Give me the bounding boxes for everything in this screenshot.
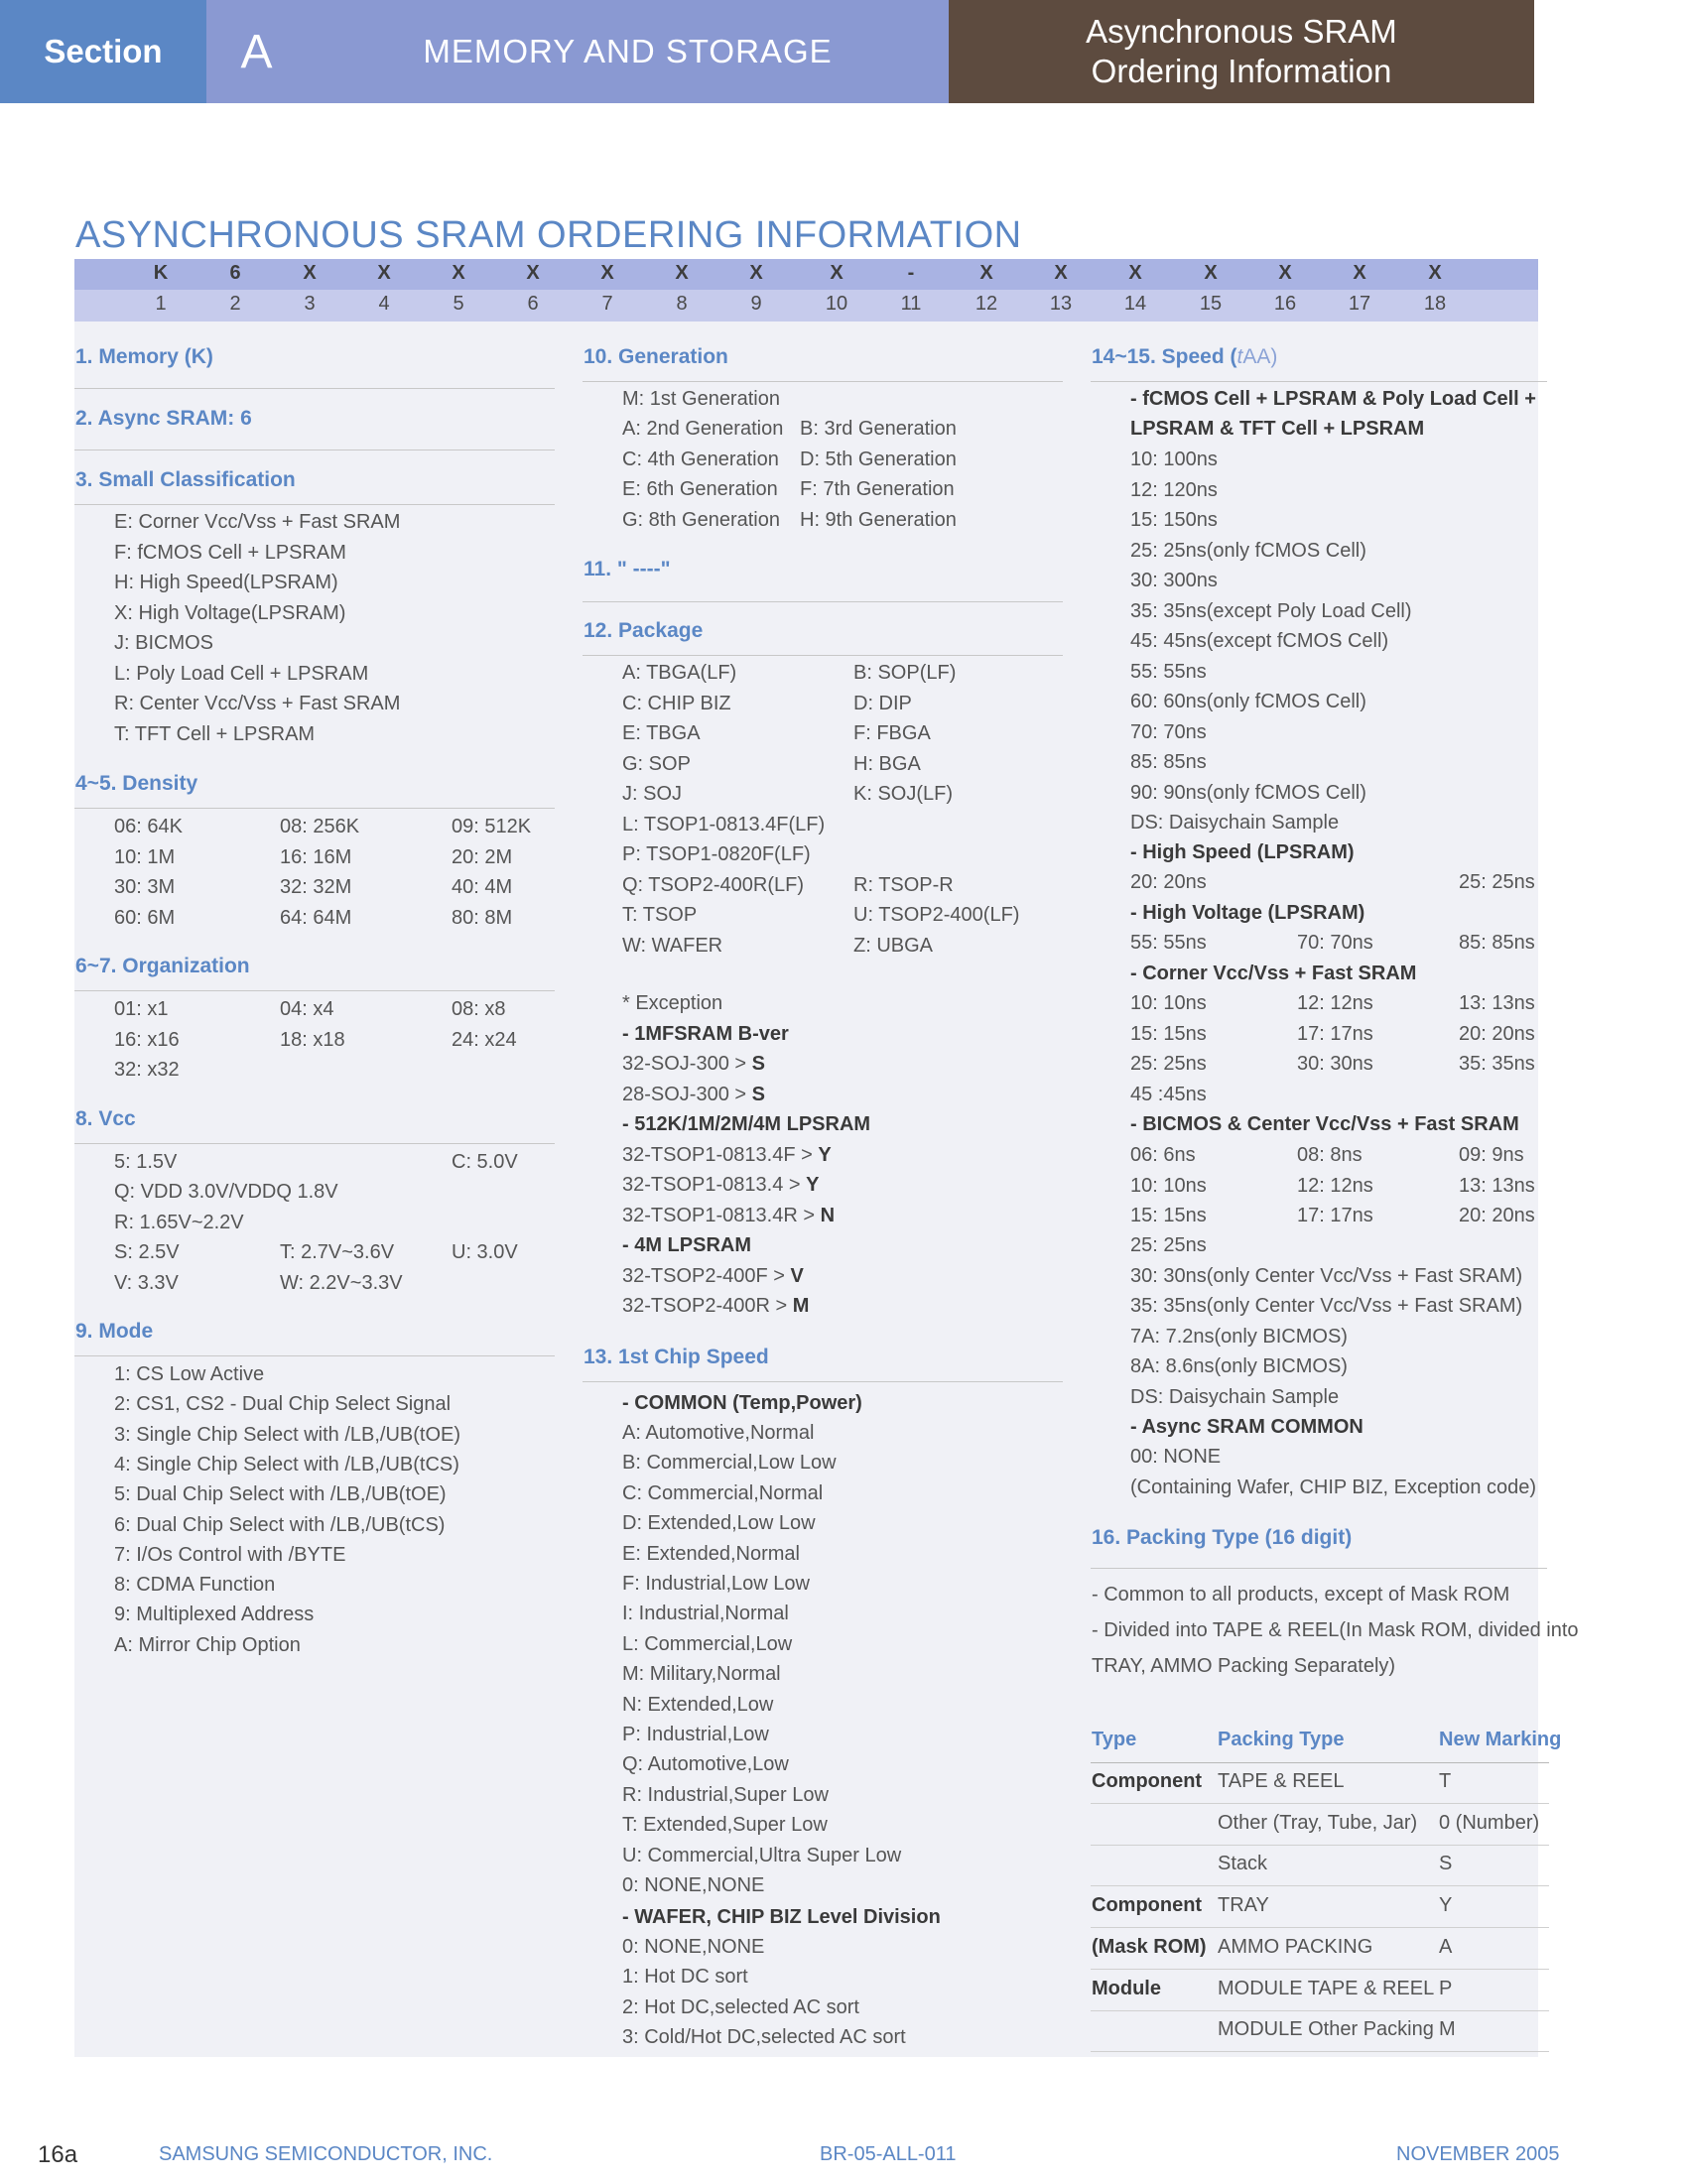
divider [74, 504, 555, 505]
position-code: X [749, 262, 763, 284]
chip-speed-item: L: Commercial,Low [622, 1632, 793, 1655]
package-item: U: TSOP2-400(LF) [853, 904, 1020, 926]
speed-item: 90: 90ns(only fCMOS Cell) [1130, 781, 1366, 804]
table-cell-packing: MODULE Other Packing [1218, 2018, 1434, 2041]
position-code: X [1428, 262, 1442, 284]
vcc-item: R: 1.65V~2.2V [114, 1212, 244, 1233]
density-item: 06: 64K [114, 816, 183, 837]
organization-item: 32: x32 [114, 1059, 180, 1081]
speed-item: 35: 35ns [1459, 1053, 1535, 1075]
organization-heading: 6~7. Organization [75, 955, 250, 977]
position-code: X [1353, 262, 1366, 284]
speed-heading: 14~15. Speed (tAA) [1092, 345, 1278, 368]
organization-item: 16: x16 [114, 1028, 180, 1051]
speed-item: 30: 30ns [1297, 1053, 1373, 1075]
packing-note: TRAY, AMMO Packing Separately) [1092, 1655, 1396, 1677]
section-label: Section [0, 0, 206, 103]
speed-item: 55: 55ns [1130, 932, 1207, 954]
generation-item: E: 6th Generation [622, 478, 778, 500]
chip-speed-item: U: Commercial,Ultra Super Low [622, 1844, 902, 1866]
speed-group-heading: - Async SRAM COMMON [1130, 1416, 1363, 1438]
exception-item: 32-TSOP2-400R > M [622, 1295, 810, 1317]
chip-speed-item: M: Military,Normal [622, 1663, 781, 1686]
position-number: 12 [974, 293, 998, 315]
page-number: 16a [38, 2141, 78, 2168]
position-number: 10 [825, 293, 848, 315]
wafer-item: 1: Hot DC sort [622, 1966, 748, 1989]
generation-item: D: 5th Generation [800, 449, 957, 470]
package-item: E: TBGA [622, 722, 701, 744]
mode-heading: 9. Mode [75, 1320, 154, 1343]
position-number: 11 [900, 293, 922, 315]
mode-item: A: Mirror Chip Option [114, 1633, 301, 1656]
table-cell-packing: Other (Tray, Tube, Jar) [1218, 1811, 1418, 1834]
density-item: 64: 64M [280, 906, 352, 929]
speed-item: 17: 17ns [1297, 1205, 1373, 1226]
position-code: X [830, 262, 844, 284]
speed-item: 20: 20ns [1130, 871, 1207, 893]
speed-item: 15: 15ns [1130, 1205, 1207, 1226]
dash-heading: 11. " ----" [584, 558, 671, 580]
chip-speed-item: D: Extended,Low Low [622, 1512, 816, 1535]
position-number: 3 [304, 293, 316, 315]
table-row-divider [1091, 1885, 1549, 1886]
speed-item: 10: 10ns [1130, 1174, 1207, 1197]
position-code: X [526, 262, 540, 284]
speed-item: 20: 20ns [1459, 1022, 1535, 1045]
density-item: 16: 16M [280, 845, 352, 868]
speed-item: 08: 8ns [1297, 1144, 1363, 1166]
position-code: X [675, 262, 689, 284]
speed-item: 09: 9ns [1459, 1144, 1524, 1166]
speed-item: 13: 13ns [1459, 992, 1535, 1014]
memory-heading: 1. Memory (K) [75, 345, 213, 368]
position-code: X [600, 262, 614, 284]
generation-item: G: 8th Generation [622, 509, 780, 531]
speed-item: 15: 150ns [1130, 509, 1218, 531]
wafer-item: 3: Cold/Hot DC,selected AC sort [622, 2026, 906, 2049]
package-item: K: SOJ(LF) [853, 783, 954, 805]
vcc-item: Q: VDD 3.0V/VDDQ 1.8V [114, 1181, 338, 1203]
wafer-item: 0: NONE,NONE [622, 1936, 765, 1958]
divider [1091, 381, 1547, 382]
vcc-item: S: 2.5V [114, 1241, 180, 1263]
footer-company: SAMSUNG SEMICONDUCTOR, INC. [159, 2143, 493, 2165]
speed-item: 85: 85ns [1130, 751, 1207, 773]
position-number: 7 [601, 293, 613, 315]
vcc-heading: 8. Vcc [75, 1107, 136, 1130]
density-item: 20: 2M [452, 845, 513, 868]
speed-item: 20: 20ns [1459, 1205, 1535, 1226]
speed-item: 7A: 7.2ns(only BICMOS) [1130, 1325, 1348, 1348]
speed-item: 15: 15ns [1130, 1022, 1207, 1045]
table-row-divider [1091, 1969, 1549, 1970]
speed-group-heading: - fCMOS Cell + LPSRAM & Poly Load Cell + [1130, 388, 1536, 410]
position-code: X [377, 262, 391, 284]
table-cell-marking: P [1439, 1977, 1453, 1999]
exception-item: 32-TSOP1-0813.4R > N [622, 1205, 836, 1226]
divider [583, 601, 1063, 602]
density-item: 08: 256K [280, 816, 360, 837]
table-header-packing: Packing Type [1218, 1729, 1345, 1750]
position-code: X [452, 262, 465, 284]
speed-group-heading: - Corner Vcc/Vss + Fast SRAM [1130, 963, 1417, 984]
position-code: 6 [229, 262, 241, 284]
small-class-item: X: High Voltage(LPSRAM) [114, 601, 346, 624]
position-code: X [1278, 262, 1292, 284]
position-code: X [1128, 262, 1142, 284]
divider [1091, 1568, 1547, 1569]
chip-speed-item: T: Extended,Super Low [622, 1814, 828, 1837]
divider [583, 1381, 1063, 1382]
position-number: 15 [1199, 293, 1223, 315]
speed-item: 35: 35ns(except Poly Load Cell) [1130, 599, 1412, 622]
async-heading: 2. Async SRAM: 6 [75, 407, 252, 430]
table-cell-packing: MODULE TAPE & REEL [1218, 1977, 1435, 1999]
exception-item: 32-TSOP1-0813.4F > Y [622, 1144, 832, 1166]
header-title-line1: Asynchronous SRAM [1086, 13, 1397, 50]
position-code: X [1054, 262, 1068, 284]
exception-heading: - 4M LPSRAM [622, 1234, 751, 1256]
package-heading: 12. Package [584, 619, 704, 642]
position-number: 13 [1049, 293, 1073, 315]
speed-item: 25: 25ns(only fCMOS Cell) [1130, 539, 1366, 562]
table-cell-packing: AMMO PACKING [1218, 1935, 1373, 1958]
speed-group-heading: - High Speed (LPSRAM) [1130, 841, 1355, 863]
chip-speed-item: 0: NONE,NONE [622, 1874, 765, 1896]
table-cell-marking: Y [1439, 1894, 1453, 1917]
chip-speed-item: N: Extended,Low [622, 1693, 774, 1716]
wafer-heading: - WAFER, CHIP BIZ Level Division [622, 1906, 941, 1928]
table-cell-packing: TRAY [1218, 1894, 1269, 1917]
speed-item: 12: 12ns [1297, 992, 1373, 1014]
organization-item: 04: x4 [280, 998, 334, 1020]
speed-group-heading: - High Voltage (LPSRAM) [1130, 902, 1365, 924]
packing-note: - Common to all products, except of Mask ROM [1092, 1584, 1510, 1606]
speed-group-heading: - BICMOS & Center Vcc/Vss + Fast SRAM [1130, 1113, 1519, 1135]
package-item: F: FBGA [853, 722, 931, 744]
exception-item: 32-SOJ-300 > S [622, 1053, 765, 1075]
speed-item: 70: 70ns [1130, 720, 1207, 743]
package-item: Z: UBGA [853, 934, 934, 957]
category-label: MEMORY AND STORAGE [307, 0, 949, 103]
generation-item: M: 1st Generation [622, 388, 780, 410]
header-title-line2: Ordering Information [1091, 53, 1392, 89]
chip-speed-item: A: Automotive,Normal [622, 1422, 815, 1444]
position-number: 9 [750, 293, 762, 315]
density-item: 09: 512K [452, 816, 532, 837]
page-title: ASYNCHRONOUS SRAM ORDERING INFORMATION [75, 214, 1022, 256]
position-number-row [74, 290, 1538, 321]
chip-speed-item: B: Commercial,Low Low [622, 1452, 837, 1475]
package-item: T: TSOP [622, 904, 698, 926]
speed-item: 13: 13ns [1459, 1174, 1535, 1197]
package-item: C: CHIP BIZ [622, 692, 731, 714]
small-classification-heading: 3. Small Classification [75, 468, 296, 491]
table-cell-marking: A [1439, 1935, 1453, 1958]
speed-item: DS: Daisychain Sample [1130, 1385, 1340, 1408]
chip-speed-item: P: Industrial,Low [622, 1724, 769, 1745]
position-code: - [907, 262, 915, 284]
mode-item: 9: Multiplexed Address [114, 1604, 315, 1626]
table-cell-type: Module [1092, 1977, 1161, 1999]
table-header-type: Type [1092, 1729, 1137, 1750]
table-cell-marking: T [1439, 1770, 1452, 1792]
exception-heading: - 1MFSRAM B-ver [622, 1023, 789, 1045]
table-cell-marking: 0 (Number) [1439, 1811, 1540, 1834]
small-class-item: F: fCMOS Cell + LPSRAM [114, 541, 346, 564]
position-number: 1 [155, 293, 167, 315]
package-item: G: SOP [622, 752, 691, 775]
small-class-item: L: Poly Load Cell + LPSRAM [114, 662, 369, 685]
speed-item: 30: 300ns [1130, 570, 1218, 591]
divider [583, 655, 1063, 656]
divider [74, 1355, 555, 1356]
speed-item: 10: 10ns [1130, 992, 1207, 1014]
position-number: 2 [229, 293, 241, 315]
chip-speed-item: F: Industrial,Low Low [622, 1573, 810, 1595]
vcc-item: C: 5.0V [452, 1151, 518, 1173]
package-item: W: WAFER [622, 934, 723, 957]
mode-item: 2: CS1, CS2 - Dual Chip Select Signal [114, 1393, 452, 1416]
density-item: 32: 32M [280, 876, 352, 898]
speed-item: 10: 100ns [1130, 449, 1218, 470]
generation-heading: 10. Generation [584, 345, 728, 368]
speed-item: 06: 6ns [1130, 1144, 1196, 1166]
position-code: X [979, 262, 993, 284]
mode-item: 8: CDMA Function [114, 1574, 276, 1597]
package-item: A: TBGA(LF) [622, 662, 737, 684]
generation-item: H: 9th Generation [800, 509, 957, 531]
density-item: 80: 8M [452, 906, 513, 929]
speed-item: 60: 60ns(only fCMOS Cell) [1130, 691, 1366, 712]
vcc-item: T: 2.7V~3.6V [280, 1241, 395, 1263]
package-item: J: SOJ [622, 783, 683, 805]
small-class-item: E: Corner Vcc/Vss + Fast SRAM [114, 511, 401, 533]
position-code: X [303, 262, 317, 284]
mode-item: 4: Single Chip Select with /LB,/UB(tCS) [114, 1453, 459, 1476]
density-item: 10: 1M [114, 845, 176, 868]
table-cell-type: Component [1092, 1770, 1203, 1792]
package-item: B: SOP(LF) [853, 662, 957, 684]
divider [1091, 1762, 1549, 1763]
table-cell-packing: Stack [1218, 1853, 1268, 1875]
small-class-item: J: BICMOS [114, 632, 214, 654]
chip-speed-item: Q: Automotive,Low [622, 1753, 789, 1776]
speed-item: 45: 45ns(except fCMOS Cell) [1130, 630, 1389, 652]
speed-item: 8A: 8.6ns(only BICMOS) [1130, 1355, 1348, 1377]
density-item: 60: 6M [114, 906, 176, 929]
speed-item: 35: 35ns(only Center Vcc/Vss + Fast SRAM) [1130, 1295, 1523, 1317]
chip-speed-item: R: Industrial,Super Low [622, 1783, 829, 1806]
table-row-divider [1091, 2010, 1549, 2011]
generation-item: F: 7th Generation [800, 478, 955, 500]
package-item: Q: TSOP2-400R(LF) [622, 873, 805, 896]
table-cell-marking: S [1439, 1853, 1453, 1875]
position-number: 4 [378, 293, 390, 315]
position-number: 16 [1273, 293, 1297, 315]
speed-item: 45 :45ns [1130, 1083, 1207, 1105]
position-number: 8 [676, 293, 688, 315]
organization-item: 24: x24 [452, 1028, 517, 1051]
position-number: 5 [453, 293, 464, 315]
vcc-item: U: 3.0V [452, 1241, 518, 1263]
speed-item: 12: 120ns [1130, 478, 1218, 501]
generation-item: B: 3rd Generation [800, 418, 957, 440]
wafer-item: 2: Hot DC,selected AC sort [622, 1995, 859, 2018]
chip-speed-item: I: Industrial,Normal [622, 1603, 789, 1625]
position-number: 17 [1348, 293, 1371, 315]
density-item: 30: 3M [114, 876, 176, 898]
vcc-item: V: 3.3V [114, 1272, 179, 1294]
speed-item: 12: 12ns [1297, 1174, 1373, 1197]
chip-speed-item: E: Extended,Normal [622, 1542, 800, 1565]
speed-item: 25: 25ns [1130, 1053, 1207, 1075]
packing-note: - Divided into TAPE & REEL(In Mask ROM, divided into [1092, 1619, 1579, 1641]
organization-item: 01: x1 [114, 998, 169, 1020]
vcc-item: W: 2.2V~3.3V [280, 1272, 403, 1294]
table-cell-type: Component [1092, 1894, 1203, 1917]
speed-item: 17: 17ns [1297, 1022, 1373, 1045]
organization-item: 18: x18 [280, 1028, 345, 1051]
header-title [949, 0, 1534, 103]
table-cell-type: (Mask ROM) [1092, 1935, 1207, 1958]
table-cell-marking: M [1439, 2018, 1456, 2041]
speed-item: DS: Daisychain Sample [1130, 812, 1340, 834]
table-row-divider [1091, 1927, 1549, 1928]
small-class-item: R: Center Vcc/Vss + Fast SRAM [114, 693, 401, 714]
divider [74, 388, 555, 389]
common-heading: - COMMON (Temp,Power) [622, 1392, 862, 1414]
mode-item: 7: I/Os Control with /BYTE [114, 1543, 346, 1566]
density-heading: 4~5. Density [75, 772, 198, 795]
table-row-divider [1091, 2051, 1549, 2052]
exception-heading: - 512K/1M/2M/4M LPSRAM [622, 1113, 871, 1135]
mode-item: 3: Single Chip Select with /LB,/UB(tOE) [114, 1423, 461, 1446]
organization-item: 08: x8 [452, 998, 506, 1020]
footer-doc-number: BR-05-ALL-011 [820, 2143, 957, 2165]
mode-item: 1: CS Low Active [114, 1363, 265, 1385]
divider [74, 1143, 555, 1144]
speed-item: 30: 30ns(only Center Vcc/Vss + Fast SRAM) [1130, 1264, 1523, 1287]
exception-item: 32-TSOP2-400F > V [622, 1265, 804, 1287]
exception-item: 28-SOJ-300 > S [622, 1084, 765, 1105]
small-class-item: H: High Speed(LPSRAM) [114, 572, 338, 593]
table-header-marking: New Marking [1439, 1729, 1562, 1750]
speed-item: (Containing Wafer, CHIP BIZ, Exception code) [1130, 1477, 1537, 1498]
package-item: D: DIP [853, 692, 912, 714]
speed-group-heading: LPSRAM & TFT Cell + LPSRAM [1130, 418, 1425, 440]
speed-item: 00: NONE [1130, 1446, 1222, 1468]
vcc-item: 5: 1.5V [114, 1151, 178, 1173]
table-row-divider [1091, 1803, 1549, 1804]
mode-item: 5: Dual Chip Select with /LB,/UB(tOE) [114, 1483, 447, 1506]
exception-label: * Exception [622, 992, 723, 1014]
package-item: P: TSOP1-0820F(LF) [622, 843, 811, 865]
chip-speed-heading: 13. 1st Chip Speed [584, 1346, 769, 1368]
chip-speed-item: C: Commercial,Normal [622, 1481, 824, 1504]
divider [583, 381, 1063, 382]
exception-item: 32-TSOP1-0813.4 > Y [622, 1174, 820, 1196]
small-class-item: T: TFT Cell + LPSRAM [114, 722, 316, 745]
speed-item: 55: 55ns [1130, 660, 1207, 683]
density-item: 40: 4M [452, 876, 513, 898]
speed-item: 70: 70ns [1297, 932, 1373, 954]
position-code: X [1204, 262, 1218, 284]
table-row-divider [1091, 1845, 1549, 1846]
position-code: K [153, 262, 169, 284]
divider [74, 990, 555, 991]
section-letter: A [206, 0, 307, 103]
position-number: 14 [1123, 293, 1147, 315]
package-item: R: TSOP-R [853, 873, 954, 896]
table-cell-packing: TAPE & REEL [1218, 1770, 1345, 1792]
mode-item: 6: Dual Chip Select with /LB,/UB(tCS) [114, 1513, 446, 1536]
position-number: 6 [527, 293, 539, 315]
position-code-row [74, 259, 1538, 290]
position-number: 18 [1423, 293, 1447, 315]
speed-item: 25: 25ns [1459, 871, 1535, 893]
speed-item: 85: 85ns [1459, 932, 1535, 954]
divider [74, 808, 555, 809]
package-item: H: BGA [853, 752, 921, 775]
generation-item: A: 2nd Generation [622, 418, 784, 440]
package-item: L: TSOP1-0813.4F(LF) [622, 813, 826, 835]
footer-date: NOVEMBER 2005 [1396, 2143, 1560, 2165]
generation-item: C: 4th Generation [622, 449, 779, 470]
speed-item: 25: 25ns [1130, 1234, 1207, 1256]
packing-heading: 16. Packing Type (16 digit) [1092, 1526, 1353, 1549]
